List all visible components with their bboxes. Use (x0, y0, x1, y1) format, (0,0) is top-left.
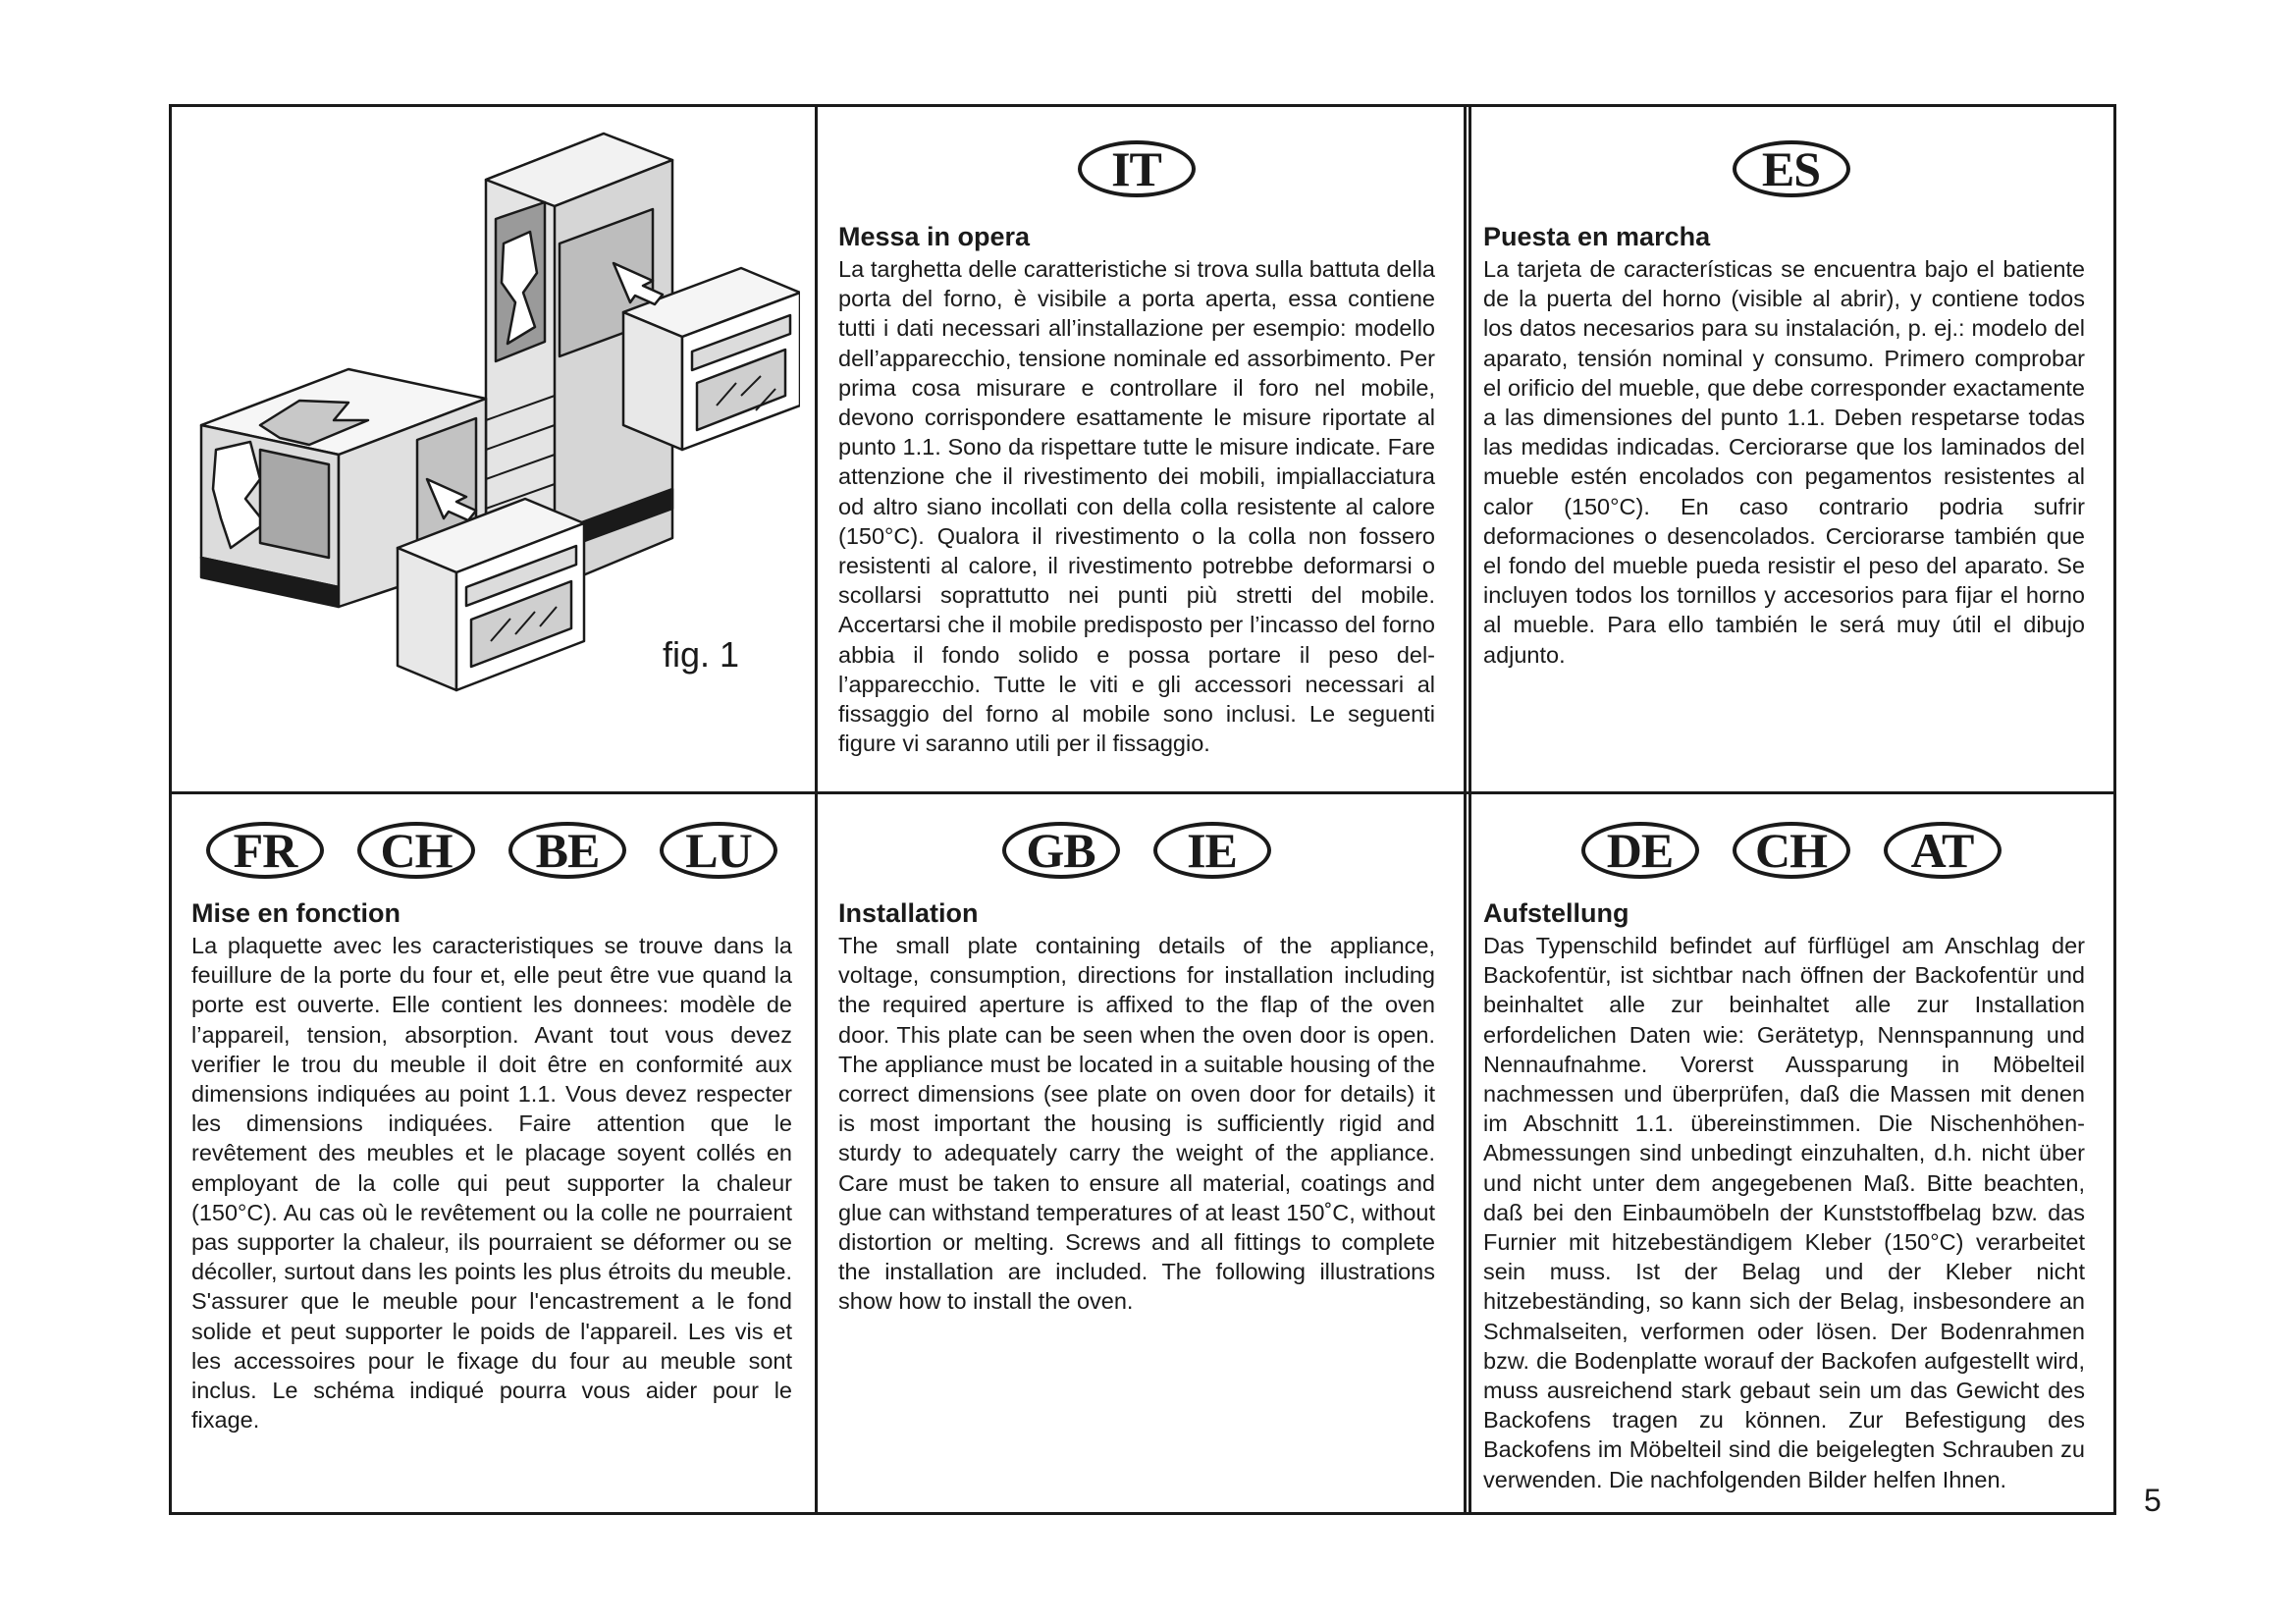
country-badges-es (1468, 140, 2113, 197)
country-badges-de (1468, 822, 2113, 879)
country-badges-it (815, 140, 1458, 197)
section-heading: Messa in opera (838, 222, 1031, 251)
country-badge: DE (1581, 822, 1699, 879)
section-text-es (1483, 221, 2085, 670)
column-divider-2 (1464, 107, 1467, 1512)
section-body: The small plate containing details of the appliance, voltage, consumption, directions for installation including the required aperture is affixed to the flap of the oven door. This plate can be seen when the oven door is open. The appliance must be located in a suitable housing of the correct dimensions (see plate on oven door for details) it is most important the housing is sufficiently rigid and sturdy to adequately carry the weight of the appliance. Care must be taken to ensure all material, coatings and glue can withstand temperatures of at least 150˚C, without distortion or melting. Screws and all fittings to complete the installation are included. The following illustrations show how to install the oven. (838, 933, 1435, 1315)
oven-installation-illustration (191, 126, 800, 715)
section-heading: Mise en fonction (191, 898, 401, 928)
country-badges-fr (172, 822, 812, 879)
section-body: Das Typenschild befindet auf fürflügel am Anschlag der Backofentür, ist sichtbar nach öffnen der Backofentür und beinhaltet alle zur beinhaltet alle zur Installation erfordelichen Daten wie: Gerätetyp, Nennspannung und Nennaufnahme. Vorerst Aussparung in Möbelteil nachmessen und überprüfen, daß die Massen mit denen im Abschnitt 1.1. übereinstimmen. Die Nischenhöhen- Abmessungen sind unbedingt einzuhalten, d.h. nicht über und nicht unter dem angegebenen Maß. Bitte beachten, daß bei den Einbaumöbeln der Kunststoffbelag bzw. das Furnier mit hitzebeständigem Kleber (150°C) verarbeitet sein muss. Ist der Belag und der Kleber nicht hitzebeständing, so kann sich der Belag, insbesondere an Schmalseiten, verformen oder lösen. Der Bodenrahmen bzw. die Bodenplatte worauf der Backofen aufgestellt wird, muss ausreichend stark gebaut sein um das Gewicht des Backofens tragen zu können. Zur Befestigung des Backofens im Möbelteil sind die beigelegten Schrauben zu verwenden. Die nachfolgenden Bilder helfen Ihnen. (1483, 933, 2085, 1492)
country-badge: IE (1153, 822, 1271, 879)
section-it (815, 107, 1458, 788)
section-fr (172, 791, 812, 1512)
section-text-de (1483, 897, 2085, 1494)
section-body: La plaquette avec les caracteristiques se trouve dans la feuillure de la porte du four et, elle peut être vue quand la porte est ouverte. Elle contient les donnees: modèle de l’appareil, tension, absorption. Avant tout vous devez verifier le trou du meuble il doit être en conformité aux dimensions indiquées au point 1.1. Vous devez respecter les dimensions indiquées. Faire attention que le revêtement des meubles et le placage soyent collés en employant de la colle qui peut supporter la chaleur (150°C). Au cas où le revêtement ou la colle ne pourraient pas supporter la chaleur, ils pourraient se déformer ou se décoller, surtout dans les points les plus étroits du meuble. S'assurer que le meuble pour l'encastrement a le fond solide et peut supporter le poids de l'appareil. Les vis et les accessoires pour le fixage du four au meuble sont inclus. Le schéma indiqué pourra vous aider pour le fixage. (191, 933, 792, 1434)
country-badge: BE (508, 822, 626, 879)
country-badge: CH (357, 822, 475, 879)
figure-label: fig. 1 (663, 634, 740, 675)
page-number: 5 (2144, 1483, 2162, 1518)
country-badges-gb (815, 822, 1458, 879)
section-heading: Aufstellung (1483, 898, 1629, 928)
section-text-gb (838, 897, 1435, 1317)
section-body: La targhetta delle caratteristiche si trova sulla battuta della porta del forno, è visibile a porta aperta, essa contiene tutti i dati necessari all’installazione per esempio: modello dell’apparecchio, tensione nominale ed assorbimento. Per prima cosa misurare e controllare il foro nel mobile, devono corrispondere esattamente le misure riportate al punto 1.1. Sono da rispettare tutte le misure indicate. Fare attenzione che il rivestimento dei mobili, impiallacciatura od altro siano incollati con della colla resistente al calore (150°C). Qualora il rivestimento o la colla non fossero resistenti al calore, il rivestimento potrebbe deformarsi o scollarsi soprattutto nei punti più stretti del mobile. Accertarsi che il mobile predisposto per l’incasso del forno abbia il fondo solido e possa portare il peso del- l’apparecchio. Tutte le viti e gli accessori necessari al fissaggio del forno al mobile sono inclusi. Le seguenti figure vi saranno utili per il fissaggio. (838, 256, 1435, 757)
country-badge: FR (206, 822, 324, 879)
section-heading: Puesta en marcha (1483, 222, 1711, 251)
section-text-it (838, 221, 1435, 758)
country-badge: IT (1078, 140, 1196, 197)
section-text-fr (191, 897, 792, 1435)
section-de (1468, 791, 2113, 1512)
section-heading: Installation (838, 898, 979, 928)
section-gb (815, 791, 1458, 1512)
section-es (1468, 107, 2113, 788)
country-badge: ES (1733, 140, 1850, 197)
country-badge: AT (1884, 822, 2002, 879)
section-body: La tarjeta de características se encuentra bajo el batiente de la puerta del horno (visible al abrir), y contiene todos los datos necesarios para su instalación, p. ej.: modelo del aparato, tensión nominal y consumo. Primero comprobar el orificio del mueble, que debe corresponder exactamente a las dimensiones del punto 1.1. Deben respetarse todas las medidas indicadas. Cerciorarse que los laminados del mueble estén encolados con pegamentos resistentes al calor (150°C). En caso contrario podria sufrir deformaciones o desencolados. Cerciorarse también que el fondo del mueble pueda resistir el peso del aparato. Se incluyen todos los tornillos y accesorios para fijar el horno al mueble. Para ello también le será muy útil el dibujo adjunto. (1483, 256, 2085, 668)
country-badge: GB (1002, 822, 1120, 879)
country-badge: CH (1733, 822, 1850, 879)
country-badge: LU (660, 822, 777, 879)
